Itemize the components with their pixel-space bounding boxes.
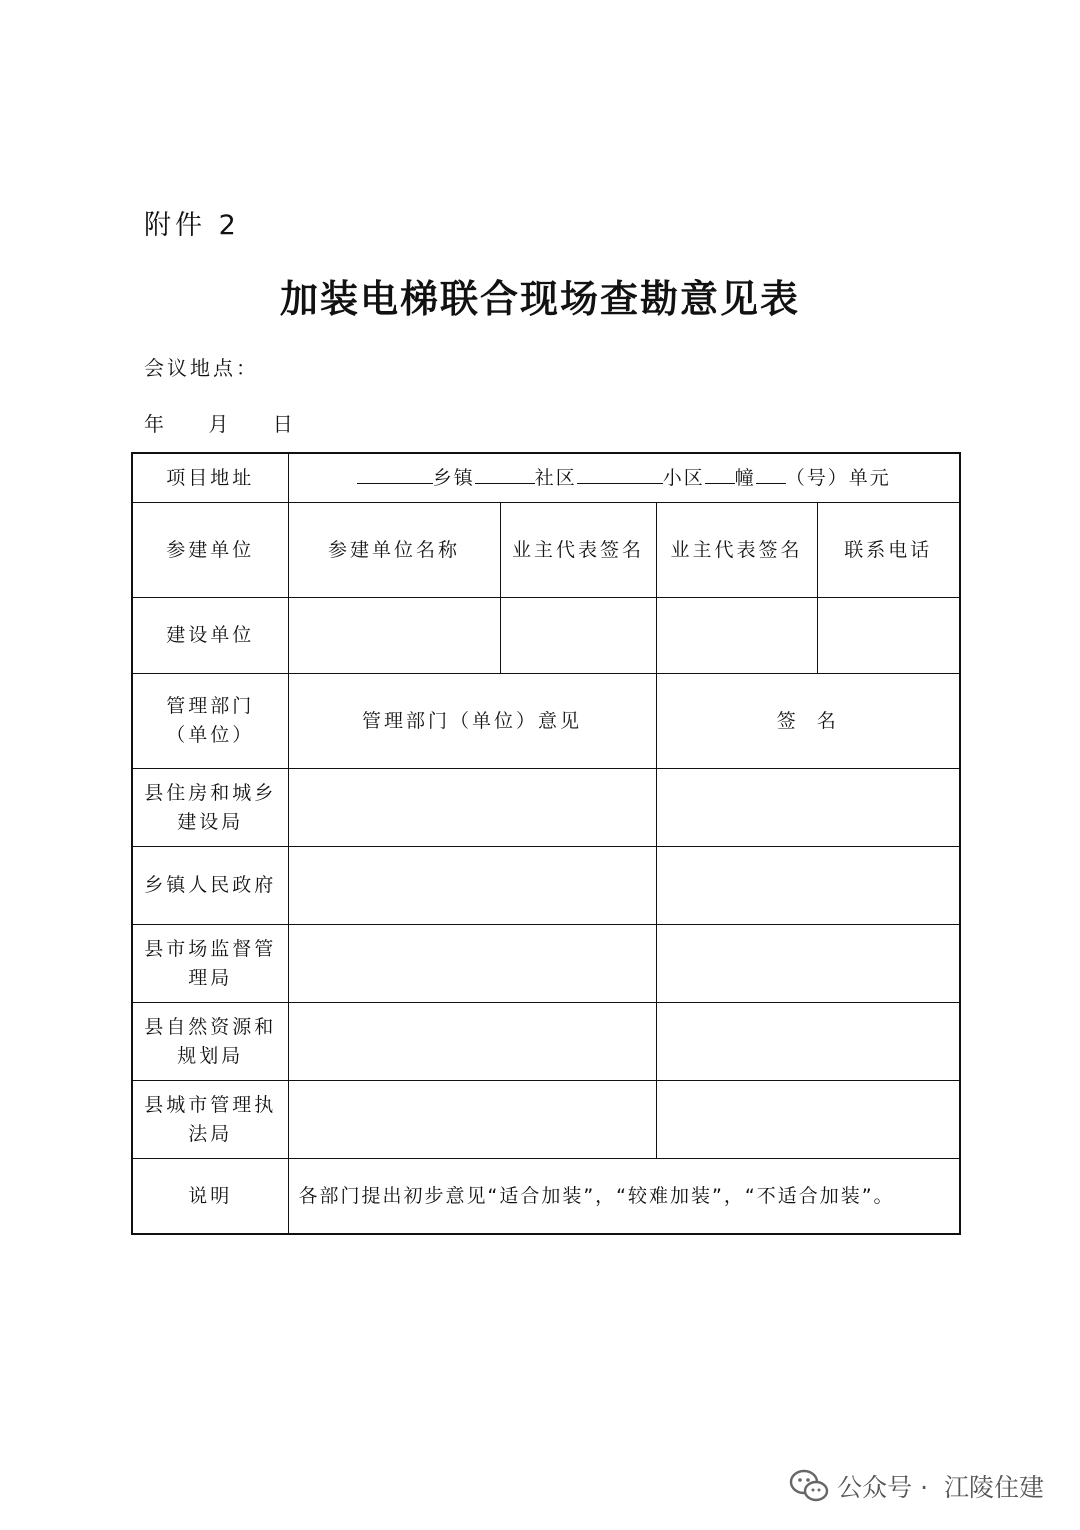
department-opinion-cell[interactable] (288, 925, 656, 1003)
town-label: 乡镇 (432, 466, 475, 489)
construction-unit-name-cell[interactable] (288, 598, 500, 674)
department-label-line1: 县自然资源和 (144, 1015, 277, 1038)
management-label-line2: （单位） (166, 724, 255, 746)
department-label-line2: 建设局 (177, 810, 244, 833)
building-blank[interactable] (705, 465, 735, 484)
wechat-icon (789, 1469, 829, 1503)
construction-unit-label: 建设单位 (132, 598, 288, 674)
date-month-label: 月 (208, 412, 229, 436)
participant-name-header: 参建单位名称 (288, 503, 500, 598)
construction-owner-signature-cell[interactable] (500, 598, 656, 674)
department-label (132, 1081, 288, 1159)
department-label (132, 769, 288, 847)
construction-owner-signature-cell[interactable] (656, 598, 817, 674)
project-address-field[interactable] (288, 453, 960, 503)
department-opinion-cell[interactable] (288, 1081, 656, 1159)
department-label (132, 847, 288, 925)
department-label (132, 925, 288, 1003)
project-address-label: 项目地址 (132, 453, 288, 503)
community-label: 社区 (534, 466, 577, 489)
construction-phone-cell[interactable] (817, 598, 960, 674)
department-signature-cell[interactable] (656, 847, 960, 925)
construction-unit-row (132, 598, 960, 674)
meeting-place-label: 会议地点： (144, 356, 259, 380)
department-opinion-cell[interactable] (288, 1003, 656, 1081)
department-label (132, 1003, 288, 1081)
department-label-line2: 法局 (188, 1122, 233, 1145)
department-label-line1: 县市场监督管 (144, 937, 277, 960)
department-label-line2: 理局 (188, 966, 233, 989)
estate-blank[interactable] (577, 465, 663, 484)
date-line (144, 408, 293, 437)
project-address-row (132, 453, 960, 503)
department-signature-cell[interactable] (656, 769, 960, 847)
department-label-line1: 县城市管理执 (144, 1093, 277, 1116)
note-text: 各部门提出初步意见“适合加装”，“较难加装”，“不适合加装”。 (288, 1159, 960, 1235)
department-row (132, 769, 960, 847)
watermark-prefix: 公众号 · (837, 1473, 936, 1502)
survey-form-table (131, 452, 961, 1235)
note-row (132, 1159, 960, 1235)
date-year-label: 年 (144, 412, 164, 436)
department-label-line1: 县住房和城乡 (144, 781, 277, 804)
number-blank[interactable] (756, 465, 786, 484)
contact-phone-header: 联系电话 (817, 503, 960, 598)
participants-label: 参建单位 (132, 503, 288, 598)
management-label (132, 674, 288, 769)
management-opinion-header: 管理部门（单位）意见 (288, 674, 656, 769)
department-label-line2: 规划局 (177, 1044, 244, 1067)
department-row (132, 1003, 960, 1081)
owner-signature-header: 业主代表签名 (656, 503, 817, 598)
estate-label: 小区 (662, 466, 705, 489)
note-label: 说明 (132, 1159, 288, 1235)
department-label-line1: 乡镇人民政府 (144, 874, 277, 896)
date-day-label: 日 (272, 412, 293, 436)
watermark-account: 江陵住建 (943, 1473, 1044, 1502)
department-row (132, 847, 960, 925)
department-signature-cell[interactable] (656, 925, 960, 1003)
document-title: 加装电梯联合现场查勘意见表 (279, 277, 800, 321)
number-unit-label: （号）单元 (785, 466, 891, 489)
department-signature-cell[interactable] (656, 1003, 960, 1081)
watermark (789, 1468, 1044, 1504)
department-signature-cell[interactable] (656, 1081, 960, 1159)
building-label: 幢 (734, 466, 756, 489)
department-row (132, 1081, 960, 1159)
participants-header-row (132, 503, 960, 598)
owner-signature-header: 业主代表签名 (500, 503, 656, 598)
department-opinion-cell[interactable] (288, 847, 656, 925)
community-blank[interactable] (475, 465, 535, 484)
annex-label: 附件 2 (144, 210, 240, 241)
management-header-row (132, 674, 960, 769)
department-row (132, 925, 960, 1003)
management-label-line1: 管理部门 (166, 695, 255, 717)
signature-header: 签 名 (656, 674, 960, 769)
department-opinion-cell[interactable] (288, 769, 656, 847)
town-blank[interactable] (357, 465, 433, 484)
